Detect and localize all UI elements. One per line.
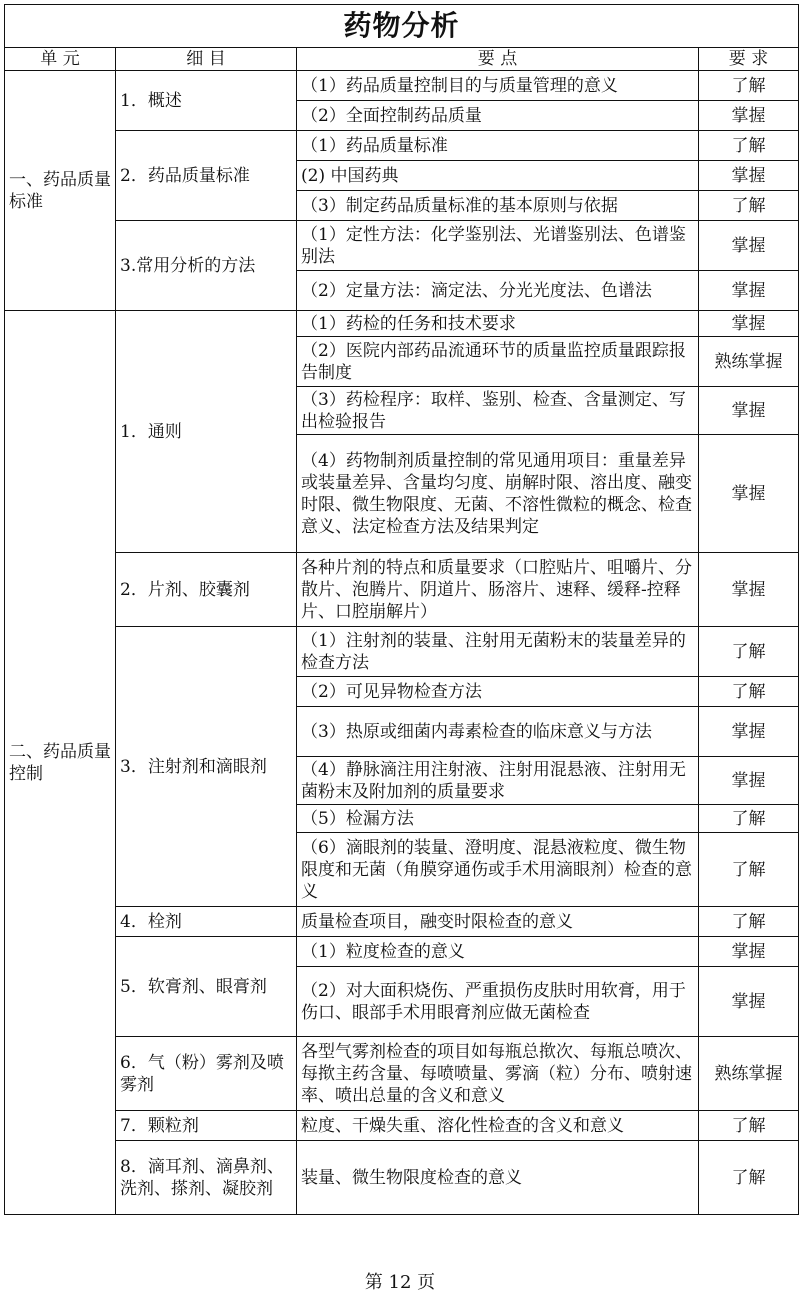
table-row [5,1141,799,1215]
requirement-cell: 掌握 [699,937,799,967]
item-cell: 6．气（粉）雾剂及喷雾剂 [116,1037,297,1111]
point-cell: （2）医院内部药品流通环节的质量监控质量跟踪报告制度 [297,337,699,387]
requirement-cell: 熟练掌握 [699,337,799,387]
page-number: 第 12 页 [364,1272,436,1293]
requirement-cell: 了解 [699,1141,799,1215]
syllabus-sheet [4,4,799,1215]
point-cell: （1）定性方法：化学鉴别法、光谱鉴别法、色谱鉴别法 [297,221,699,271]
requirement-cell: 掌握 [699,101,799,131]
point-cell: （1）药品质量标准 [297,131,699,161]
item-cell: 3.常用分析的方法 [116,221,297,311]
table-row [5,627,799,677]
requirement-cell: 了解 [699,1111,799,1141]
point-cell: （3）制定药品质量标准的基本原则与依据 [297,191,699,221]
header-row [5,48,799,71]
requirement-cell: 掌握 [699,221,799,271]
requirement-cell: 掌握 [699,553,799,627]
table-row [5,553,799,627]
point-cell: （1）注射剂的装量、注射用无菌粉末的装量差异的检查方法 [297,627,699,677]
point-cell: （3）药检程序：取样、鉴别、检查、含量测定、写出检验报告 [297,387,699,435]
table-row [5,907,799,937]
point-cell: （6）滴眼剂的装量、澄明度、混悬液粒度、微生物限度和无菌（角膜穿通伤或手术用滴眼剂）检查的意义 [297,833,699,907]
requirement-cell: 了解 [699,131,799,161]
table-row [5,311,799,337]
requirement-cell: 了解 [699,71,799,101]
requirement-cell: 掌握 [699,435,799,553]
table-row [5,221,799,271]
point-cell: （5）检漏方法 [297,805,699,833]
point-cell: （2）全面控制药品质量 [297,101,699,131]
requirement-cell: 了解 [699,907,799,937]
item-cell: 2．药品质量标准 [116,131,297,221]
syllabus-table [4,4,799,1215]
requirement-cell: 了解 [699,805,799,833]
table-row [5,937,799,967]
table-row [5,1037,799,1111]
requirement-cell: 掌握 [699,707,799,757]
page-title: 药物分析 [5,5,799,48]
point-cell: (2) 中国药典 [297,161,699,191]
item-cell: 5．软膏剂、眼膏剂 [116,937,297,1037]
point-cell: （3）热原或细菌内毒素检查的临床意义与方法 [297,707,699,757]
point-cell: （4）静脉滴注用注射液、注射用混悬液、注射用无菌粉末及附加剂的质量要求 [297,757,699,805]
title-row [5,5,799,48]
requirement-cell: 掌握 [699,311,799,337]
item-cell: 1．概述 [116,71,297,131]
item-cell: 3．注射剂和滴眼剂 [116,627,297,907]
point-cell: （2）定量方法：滴定法、分光光度法、色谱法 [297,271,699,311]
point-cell: 粒度、干燥失重、溶化性检查的含义和意义 [297,1111,699,1141]
point-cell: （2）可见异物检查方法 [297,677,699,707]
point-cell: 各种片剂的特点和质量要求（口腔贴片、咀嚼片、分散片、泡腾片、阴道片、肠溶片、速释、缓释-控释片、口腔崩解片） [297,553,699,627]
point-cell: 装量、微生物限度检查的意义 [297,1141,699,1215]
item-cell: 7．颗粒剂 [116,1111,297,1141]
requirement-cell: 掌握 [699,271,799,311]
point-cell: （1）药检的任务和技术要求 [297,311,699,337]
header-point: 要 点 [297,48,699,71]
requirement-cell: 熟练掌握 [699,1037,799,1111]
point-cell: 质量检查项目，融变时限检查的意义 [297,907,699,937]
point-cell: （1）药品质量控制目的与质量管理的意义 [297,71,699,101]
item-cell: 4．栓剂 [116,907,297,937]
table-row [5,131,799,161]
unit-cell: 二、药品质量控制 [5,311,116,1215]
table-row [5,1111,799,1141]
header-unit: 单 元 [5,48,116,71]
point-cell: （2）对大面积烧伤、严重损伤皮肤时用软膏，用于伤口、眼部手术用眼膏剂应做无菌检查 [297,967,699,1037]
header-requirement: 要 求 [699,48,799,71]
unit-cell: 一、药品质量标准 [5,71,116,311]
requirement-cell: 掌握 [699,161,799,191]
requirement-cell: 掌握 [699,387,799,435]
requirement-cell: 掌握 [699,967,799,1037]
point-cell: 各型气雾剂检查的项目如每瓶总揿次、每瓶总喷次、每揿主药含量、每喷喷量、雾滴（粒）分布、喷射速率、喷出总量的含义和意义 [297,1037,699,1111]
requirement-cell: 掌握 [699,757,799,805]
point-cell: （4）药物制剂质量控制的常见通用项目：重量差异或装量差异、含量均匀度、崩解时限、溶出度、融变时限、微生物限度、无菌、不溶性微粒的概念、检查意义、法定检查方法及结果判定 [297,435,699,553]
table-row [5,71,799,101]
item-cell: 1．通则 [116,311,297,553]
requirement-cell: 了解 [699,677,799,707]
item-cell: 8．滴耳剂、滴鼻剂、洗剂、搽剂、凝胶剂 [116,1141,297,1215]
requirement-cell: 了解 [699,191,799,221]
point-cell: （1）粒度检查的意义 [297,937,699,967]
item-cell: 2．片剂、胶囊剂 [116,553,297,627]
header-item: 细 目 [116,48,297,71]
requirement-cell: 了解 [699,627,799,677]
requirement-cell: 了解 [699,833,799,907]
